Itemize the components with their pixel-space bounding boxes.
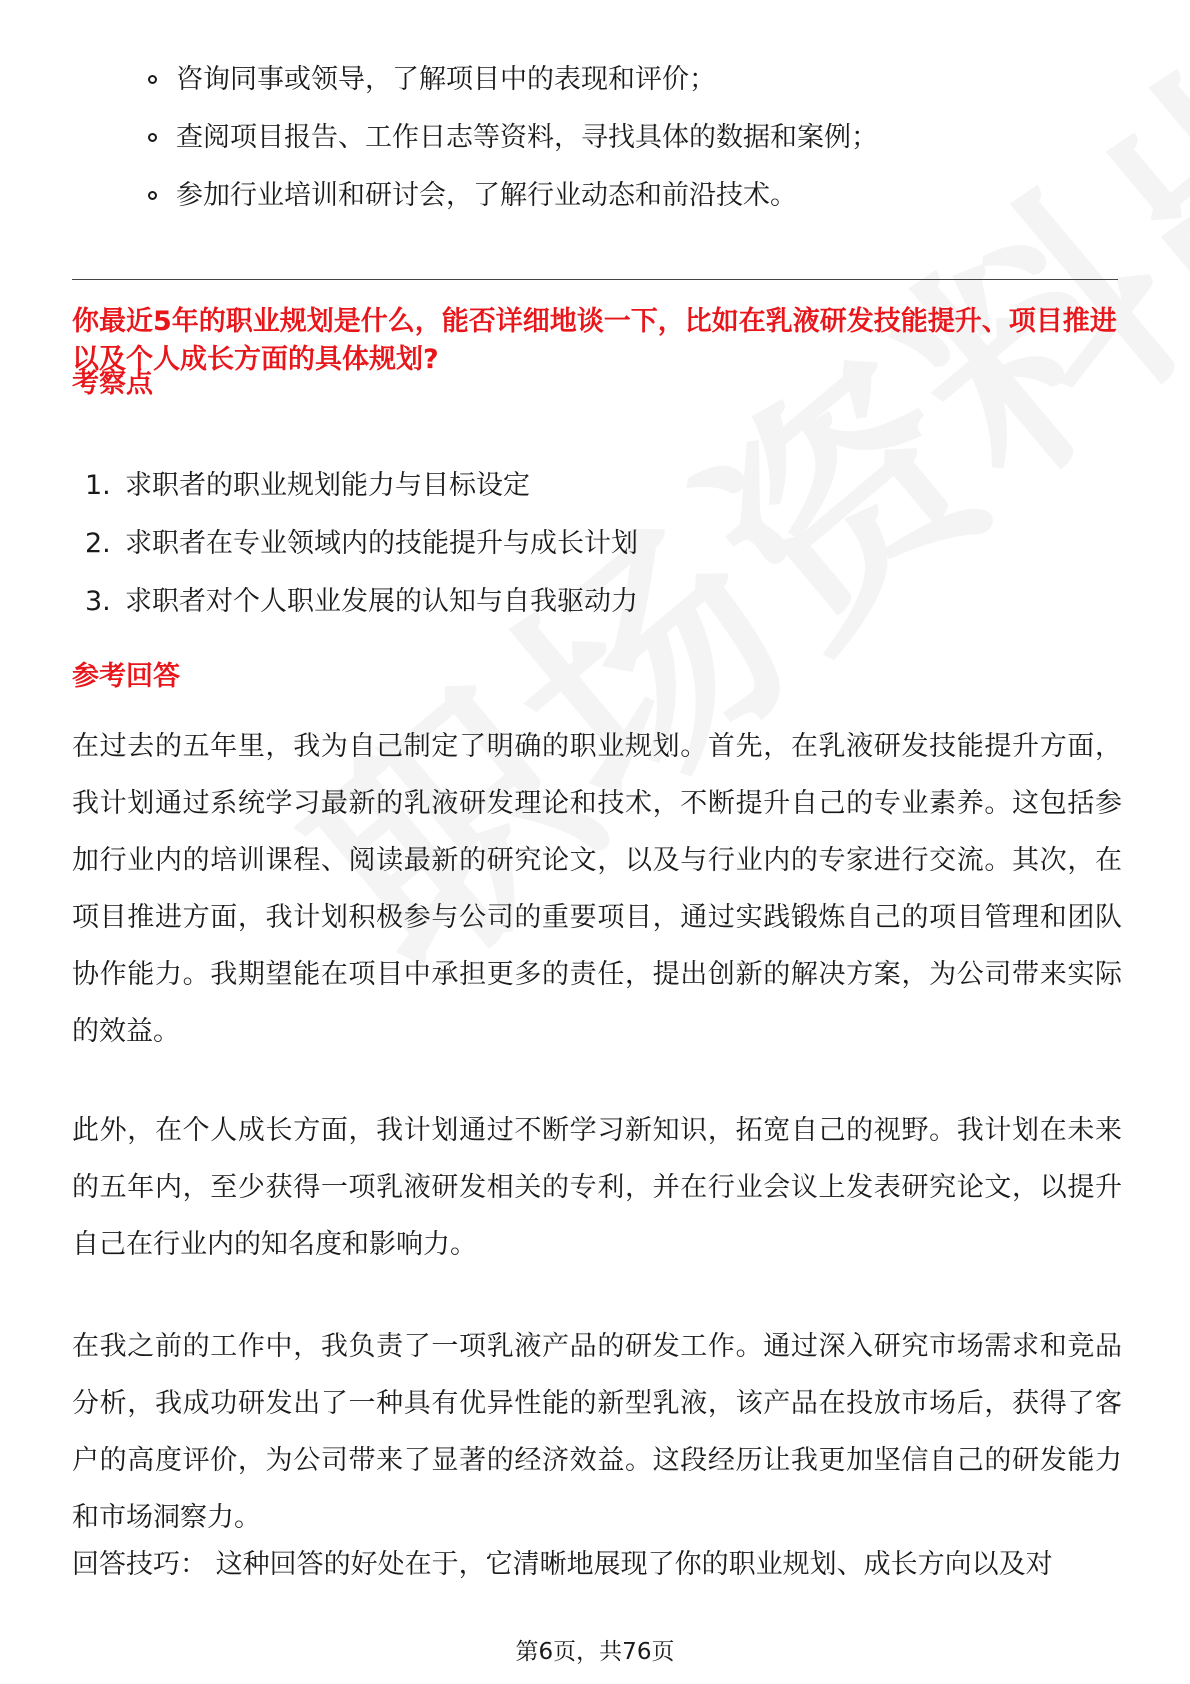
bullet-list [148, 62, 878, 236]
list-item: 3. 求职者对个人职业发展的认知与自我驱动力 [85, 586, 638, 617]
list-item: 2. 求职者在专业领域内的技能提升与成长计划 [85, 528, 638, 559]
answer-paragraph: 此外，在个人成长方面，我计划通过不断学习新知识，拓宽自己的视野。我计划在未来的五年内，至少获得一项乳液研发相关的专利，并在行业会议上发表研究论文，以提升自己在行业内的知名度和影响力。 [72, 1115, 1122, 1260]
circle-bullet-icon [148, 75, 157, 84]
answer-heading: 参考回答 [72, 661, 180, 692]
page-number: 第6页，共76页 [515, 1639, 675, 1665]
circle-bullet-icon [148, 191, 157, 200]
points-heading: 考察点 [72, 368, 153, 399]
list-item: 查阅项目报告、工作日志等资料，寻找具体的数据和案例； [148, 120, 878, 178]
answer-paragraph: 在我之前的工作中，我负责了一项乳液产品的研发工作。通过深入研究市场需求和竞品分析，我成功研发出了一种具有优异性能的新型乳液，该产品在投放市场后，获得了客户的高度评价，为公司带来了显著的经济效益。这段经历让我更加坚信自己的研发能力和市场洞察力。 [72, 1331, 1122, 1533]
circle-bullet-icon [148, 133, 157, 142]
answer-paragraph: 在过去的五年里，我为自己制定了明确的职业规划。首先，在乳液研发技能提升方面，我计划通过系统学习最新的乳液研发理论和技术，不断提升自己的专业素养。这包括参加行业内的培训课程、阅读最新的研究论文，以及与行业内的专家进行交流。其次，在项目推进方面，我计划积极参与公司的重要项目，通过实践锻炼自己的项目管理和团队协作能力。我期望能在项目中承担更多的责任，提出创新的解决方案，为公司带来实际的效益。 [72, 731, 1122, 1047]
divider [72, 279, 1118, 280]
list-item: 1. 求职者的职业规划能力与目标设定 [85, 470, 530, 501]
points-list [85, 468, 638, 642]
list-item: 参加行业培训和研讨会，了解行业动态和前沿技术。 [148, 178, 878, 236]
interview-question: 你最近5年的职业规划是什么，能否详细地谈一下，比如在乳液研发技能提升、项目推进以及个人成长方面的具体规划? [72, 306, 1117, 375]
answer-tip: 回答技巧： 这种回答的好处在于，它清晰地展现了你的职业规划、成长方向以及对 [72, 1549, 1053, 1580]
list-item: 咨询同事或领导，了解项目中的表现和评价； [148, 62, 878, 120]
